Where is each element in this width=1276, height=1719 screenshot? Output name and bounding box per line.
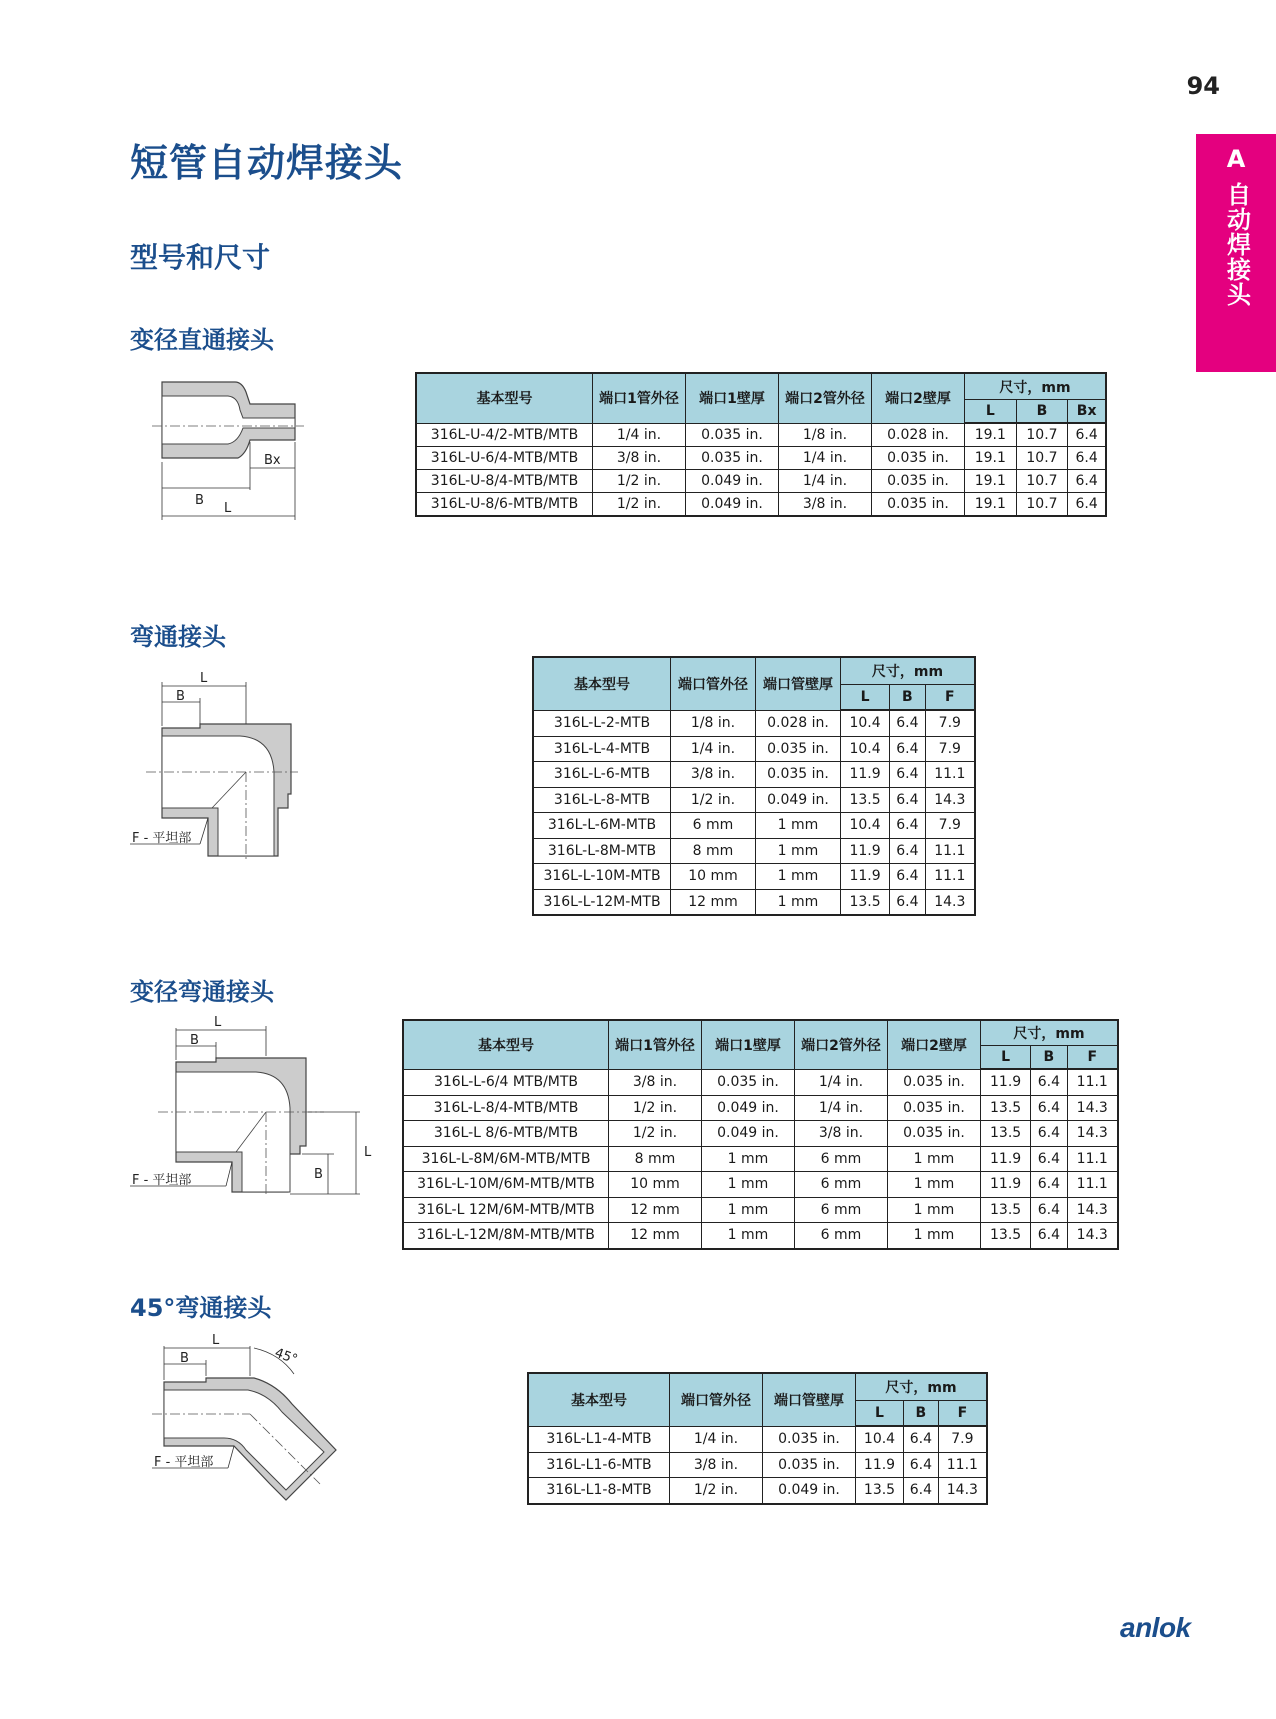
cell: 6.4 xyxy=(890,838,926,864)
cell: 6.4 xyxy=(890,710,926,736)
diagram-label-b: B xyxy=(195,493,204,508)
diagram-label-f: F - 平坦部 xyxy=(154,1455,214,1470)
table-row xyxy=(403,1069,1118,1095)
table-row xyxy=(403,1121,1118,1147)
side-tab-title: 自动焊接头 xyxy=(1222,182,1251,307)
cell: 6.4 xyxy=(890,864,926,890)
cell: 0.049 in. xyxy=(686,470,779,493)
cell: 0.049 in. xyxy=(756,787,841,813)
cell: 6.4 xyxy=(1031,1146,1067,1172)
reducer-elbow-title: 变径弯通接头 xyxy=(130,978,274,1006)
table-row xyxy=(533,762,975,788)
cell: 19.1 xyxy=(965,423,1017,447)
cell: 11.9 xyxy=(981,1172,1031,1198)
cell: 1/4 in. xyxy=(593,423,686,447)
cell: 14.3 xyxy=(938,1478,987,1504)
header-dimensions: 尺寸，mm xyxy=(856,1373,988,1401)
cell: 11.9 xyxy=(841,838,890,864)
table-row xyxy=(528,1478,987,1504)
header-port1-od: 端口1管外径 xyxy=(593,373,686,423)
cell: 3/8 in. xyxy=(670,1452,763,1478)
cell: 6.4 xyxy=(904,1426,939,1452)
cell-model: 316L-L 12M/6M-MTB/MTB xyxy=(403,1197,609,1223)
cell: 6 mm xyxy=(795,1197,888,1223)
header-port2-wall: 端口2壁厚 xyxy=(888,1020,981,1069)
diagram-label-bx: Bx xyxy=(264,453,281,468)
cell: 10 mm xyxy=(671,864,756,890)
cell: 1/8 in. xyxy=(779,423,872,447)
table-row xyxy=(533,889,975,915)
cell: 0.035 in. xyxy=(888,1069,981,1095)
cell: 14.3 xyxy=(925,889,975,915)
cell-model: 316L-L1-6-MTB xyxy=(528,1452,670,1478)
cell: 14.3 xyxy=(925,787,975,813)
cell: 0.035 in. xyxy=(686,423,779,447)
cell: 13.5 xyxy=(856,1478,904,1504)
table-row xyxy=(416,470,1106,493)
cell: 12 mm xyxy=(671,889,756,915)
header-port2-od: 端口2管外径 xyxy=(779,373,872,423)
cell: 7.9 xyxy=(925,710,975,736)
cell: 1 mm xyxy=(756,838,841,864)
cell: 11.9 xyxy=(841,864,890,890)
reducer-straight-diagram xyxy=(150,370,310,530)
diagram-label-b: B xyxy=(180,1351,189,1366)
cell: 6.4 xyxy=(890,813,926,839)
cell: 3/8 in. xyxy=(609,1069,702,1095)
section-title: 型号和尺寸 xyxy=(130,241,271,274)
cell: 0.035 in. xyxy=(756,736,841,762)
cell: 3/8 in. xyxy=(593,447,686,470)
cell: 0.035 in. xyxy=(872,447,965,470)
cell: 10.4 xyxy=(841,710,890,736)
cell: 1/4 in. xyxy=(670,1426,763,1452)
diagram-label-l: L xyxy=(224,501,232,516)
cell: 10.7 xyxy=(1016,493,1068,517)
cell: 6 mm xyxy=(795,1223,888,1249)
cell: 7.9 xyxy=(925,813,975,839)
header-dim-f: F xyxy=(925,685,975,711)
cell: 1/2 in. xyxy=(609,1095,702,1121)
table-row xyxy=(533,838,975,864)
header-wall: 端口管壁厚 xyxy=(756,657,841,710)
cell: 1 mm xyxy=(888,1146,981,1172)
cell: 14.3 xyxy=(1067,1095,1118,1121)
cell: 19.1 xyxy=(965,470,1017,493)
reducer-elbow-table xyxy=(402,1019,1119,1250)
cell: 0.035 in. xyxy=(763,1452,856,1478)
cell: 11.1 xyxy=(925,838,975,864)
header-dimensions: 尺寸，mm xyxy=(841,657,976,685)
table-row xyxy=(416,447,1106,470)
elbow-45-diagram xyxy=(150,1334,350,1524)
cell: 11.9 xyxy=(841,762,890,788)
cell: 0.028 in. xyxy=(872,423,965,447)
header-model: 基本型号 xyxy=(533,657,671,710)
cell: 14.3 xyxy=(1067,1121,1118,1147)
table-row xyxy=(403,1095,1118,1121)
cell: 13.5 xyxy=(981,1223,1031,1249)
cell: 1/4 in. xyxy=(671,736,756,762)
cell: 6.4 xyxy=(890,736,926,762)
cell: 6.4 xyxy=(1068,470,1106,493)
cell: 11.9 xyxy=(981,1146,1031,1172)
header-wall: 端口管壁厚 xyxy=(763,1373,856,1426)
diagram-label-f: F - 平坦部 xyxy=(132,1173,192,1188)
cell-model: 316L-L 8/6-MTB/MTB xyxy=(403,1121,609,1147)
cell: 1/2 in. xyxy=(670,1478,763,1504)
cell-model: 316L-U-4/2-MTB/MTB xyxy=(416,423,593,447)
diagram-label-f: F - 平坦部 xyxy=(132,831,192,846)
cell: 1/4 in. xyxy=(779,470,872,493)
cell: 1 mm xyxy=(888,1223,981,1249)
table-row xyxy=(403,1223,1118,1249)
diagram-label-b: B xyxy=(190,1033,199,1048)
header-dim-f: F xyxy=(1067,1046,1118,1070)
cell: 12 mm xyxy=(609,1197,702,1223)
cell: 6.4 xyxy=(1031,1172,1067,1198)
elbow-table xyxy=(532,656,976,916)
cell-model: 316L-L1-8-MTB xyxy=(528,1478,670,1504)
header-dimensions: 尺寸，mm xyxy=(965,373,1107,400)
cell: 11.9 xyxy=(856,1452,904,1478)
header-dimensions: 尺寸，mm xyxy=(981,1020,1119,1046)
cell: 6.4 xyxy=(890,762,926,788)
cell: 6.4 xyxy=(904,1452,939,1478)
cell: 13.5 xyxy=(981,1095,1031,1121)
cell: 7.9 xyxy=(938,1426,987,1452)
cell: 0.035 in. xyxy=(888,1095,981,1121)
cell: 6 mm xyxy=(795,1146,888,1172)
header-port1-wall: 端口1壁厚 xyxy=(686,373,779,423)
cell: 7.9 xyxy=(925,736,975,762)
cell: 6 mm xyxy=(671,813,756,839)
header-model: 基本型号 xyxy=(528,1373,670,1426)
reducer-elbow-diagram xyxy=(128,1016,378,1216)
cell: 3/8 in. xyxy=(671,762,756,788)
diagram-label-l-side: L xyxy=(364,1145,372,1160)
cell: 6.4 xyxy=(1031,1197,1067,1223)
cell: 3/8 in. xyxy=(795,1121,888,1147)
table-row xyxy=(416,493,1106,517)
cell: 6.4 xyxy=(1031,1095,1067,1121)
cell: 11.1 xyxy=(1067,1146,1118,1172)
table-row xyxy=(533,710,975,736)
cell-model: 316L-U-8/4-MTB/MTB xyxy=(416,470,593,493)
cell: 1 mm xyxy=(756,864,841,890)
header-od: 端口管外径 xyxy=(670,1373,763,1426)
header-dim-l: L xyxy=(856,1401,904,1427)
table-row xyxy=(533,864,975,890)
header-dim-l: L xyxy=(841,685,890,711)
cell: 6.4 xyxy=(1068,423,1106,447)
header-port1-wall: 端口1壁厚 xyxy=(702,1020,795,1069)
cell: 1/2 in. xyxy=(609,1121,702,1147)
cell: 13.5 xyxy=(841,889,890,915)
cell: 1/8 in. xyxy=(671,710,756,736)
cell: 6.4 xyxy=(904,1478,939,1504)
cell-model: 316L-L1-4-MTB xyxy=(528,1426,670,1452)
cell: 13.5 xyxy=(841,787,890,813)
table-row xyxy=(416,423,1106,447)
cell-model: 316L-L-8/4-MTB/MTB xyxy=(403,1095,609,1121)
cell: 1 mm xyxy=(756,889,841,915)
header-model: 基本型号 xyxy=(416,373,593,423)
cell-model: 316L-L-6-MTB xyxy=(533,762,671,788)
cell: 14.3 xyxy=(1067,1223,1118,1249)
cell: 1 mm xyxy=(702,1197,795,1223)
cell: 1 mm xyxy=(702,1172,795,1198)
cell: 12 mm xyxy=(609,1223,702,1249)
cell: 0.028 in. xyxy=(756,710,841,736)
cell: 1 mm xyxy=(888,1172,981,1198)
cell: 14.3 xyxy=(1067,1197,1118,1223)
diagram-label-l: L xyxy=(212,1333,220,1348)
brand-logo: anlok xyxy=(1120,1612,1191,1643)
elbow-45-table xyxy=(527,1372,988,1505)
cell: 3/8 in. xyxy=(779,493,872,517)
cell-model: 316L-L-6/4 MTB/MTB xyxy=(403,1069,609,1095)
cell-model: 316L-L-8M/6M-MTB/MTB xyxy=(403,1146,609,1172)
cell-model: 316L-L-10M/6M-MTB/MTB xyxy=(403,1172,609,1198)
cell: 0.035 in. xyxy=(702,1069,795,1095)
cell-model: 316L-L-10M-MTB xyxy=(533,864,671,890)
header-port2-od: 端口2管外径 xyxy=(795,1020,888,1069)
cell: 6.4 xyxy=(1068,493,1106,517)
cell: 10.7 xyxy=(1016,470,1068,493)
diagram-label-l: L xyxy=(200,671,208,686)
header-dim-b: B xyxy=(1016,400,1068,424)
cell-model: 316L-L-12M/8M-MTB/MTB xyxy=(403,1223,609,1249)
header-dim-b: B xyxy=(1031,1046,1067,1070)
cell: 0.035 in. xyxy=(756,762,841,788)
table-row xyxy=(533,813,975,839)
elbow-title: 弯通接头 xyxy=(130,623,226,651)
cell: 19.1 xyxy=(965,447,1017,470)
side-tab-letter: A xyxy=(1226,145,1246,173)
cell: 1 mm xyxy=(702,1146,795,1172)
cell: 1/2 in. xyxy=(593,493,686,517)
cell: 0.049 in. xyxy=(686,493,779,517)
cell: 1/4 in. xyxy=(795,1095,888,1121)
cell: 10.4 xyxy=(841,813,890,839)
cell: 1/4 in. xyxy=(779,447,872,470)
cell: 0.035 in. xyxy=(872,493,965,517)
reducer-straight-table xyxy=(415,372,1107,517)
cell: 0.035 in. xyxy=(888,1121,981,1147)
cell: 0.049 in. xyxy=(702,1121,795,1147)
reducer-straight-title: 变径直通接头 xyxy=(130,326,274,354)
cell-model: 316L-L-6M-MTB xyxy=(533,813,671,839)
cell-model: 316L-L-4-MTB xyxy=(533,736,671,762)
cell: 6.4 xyxy=(890,889,926,915)
header-dim-f: F xyxy=(938,1401,987,1427)
elbow-diagram xyxy=(128,668,308,868)
cell: 1/2 in. xyxy=(593,470,686,493)
cell: 6.4 xyxy=(1068,447,1106,470)
page-title: 短管自动焊接头 xyxy=(130,141,404,185)
cell: 13.5 xyxy=(981,1121,1031,1147)
table-row xyxy=(528,1426,987,1452)
elbow-45-title: 45°弯通接头 xyxy=(130,1294,272,1322)
cell: 1/4 in. xyxy=(795,1069,888,1095)
cell: 6.4 xyxy=(890,787,926,813)
cell: 19.1 xyxy=(965,493,1017,517)
cell: 6 mm xyxy=(795,1172,888,1198)
cell-model: 316L-L-2-MTB xyxy=(533,710,671,736)
header-port1-od: 端口1管外径 xyxy=(609,1020,702,1069)
header-dim-bx: Bx xyxy=(1068,400,1106,424)
table-row xyxy=(533,736,975,762)
cell: 10.4 xyxy=(856,1426,904,1452)
header-port2-wall: 端口2壁厚 xyxy=(872,373,965,423)
table-row xyxy=(403,1197,1118,1223)
cell: 8 mm xyxy=(671,838,756,864)
cell: 0.049 in. xyxy=(702,1095,795,1121)
cell: 10.4 xyxy=(841,736,890,762)
cell: 11.9 xyxy=(981,1069,1031,1095)
cell: 11.1 xyxy=(1067,1069,1118,1095)
cell: 1 mm xyxy=(756,813,841,839)
cell: 11.1 xyxy=(925,864,975,890)
table-row xyxy=(533,787,975,813)
page-number: 94 xyxy=(1186,72,1220,100)
diagram-label-b: B xyxy=(176,689,185,704)
cell: 0.049 in. xyxy=(763,1478,856,1504)
cell-model: 316L-U-6/4-MTB/MTB xyxy=(416,447,593,470)
cell: 13.5 xyxy=(981,1197,1031,1223)
cell: 10 mm xyxy=(609,1172,702,1198)
table-row xyxy=(403,1146,1118,1172)
cell: 0.035 in. xyxy=(763,1426,856,1452)
header-model: 基本型号 xyxy=(403,1020,609,1069)
cell: 11.1 xyxy=(938,1452,987,1478)
cell: 1 mm xyxy=(888,1197,981,1223)
cell: 1/2 in. xyxy=(671,787,756,813)
table-row xyxy=(403,1172,1118,1198)
cell: 6.4 xyxy=(1031,1121,1067,1147)
header-dim-b: B xyxy=(904,1401,939,1427)
header-dim-l: L xyxy=(981,1046,1031,1070)
cell: 10.7 xyxy=(1016,423,1068,447)
diagram-label-l: L xyxy=(214,1015,222,1030)
cell: 0.035 in. xyxy=(872,470,965,493)
cell: 10.7 xyxy=(1016,447,1068,470)
cell-model: 316L-L-8-MTB xyxy=(533,787,671,813)
table-row xyxy=(528,1452,987,1478)
cell: 11.1 xyxy=(1067,1172,1118,1198)
side-tab xyxy=(1196,134,1276,372)
diagram-label-angle: 45° xyxy=(272,1345,300,1368)
cell-model: 316L-L-12M-MTB xyxy=(533,889,671,915)
header-dim-b: B xyxy=(890,685,926,711)
cell: 11.1 xyxy=(925,762,975,788)
cell: 8 mm xyxy=(609,1146,702,1172)
header-dim-l: L xyxy=(965,400,1017,424)
cell-model: 316L-U-8/6-MTB/MTB xyxy=(416,493,593,517)
diagram-label-b-side: B xyxy=(314,1167,323,1182)
cell-model: 316L-L-8M-MTB xyxy=(533,838,671,864)
cell: 6.4 xyxy=(1031,1223,1067,1249)
cell: 0.035 in. xyxy=(686,447,779,470)
cell: 1 mm xyxy=(702,1223,795,1249)
header-od: 端口管外径 xyxy=(671,657,756,710)
cell: 6.4 xyxy=(1031,1069,1067,1095)
